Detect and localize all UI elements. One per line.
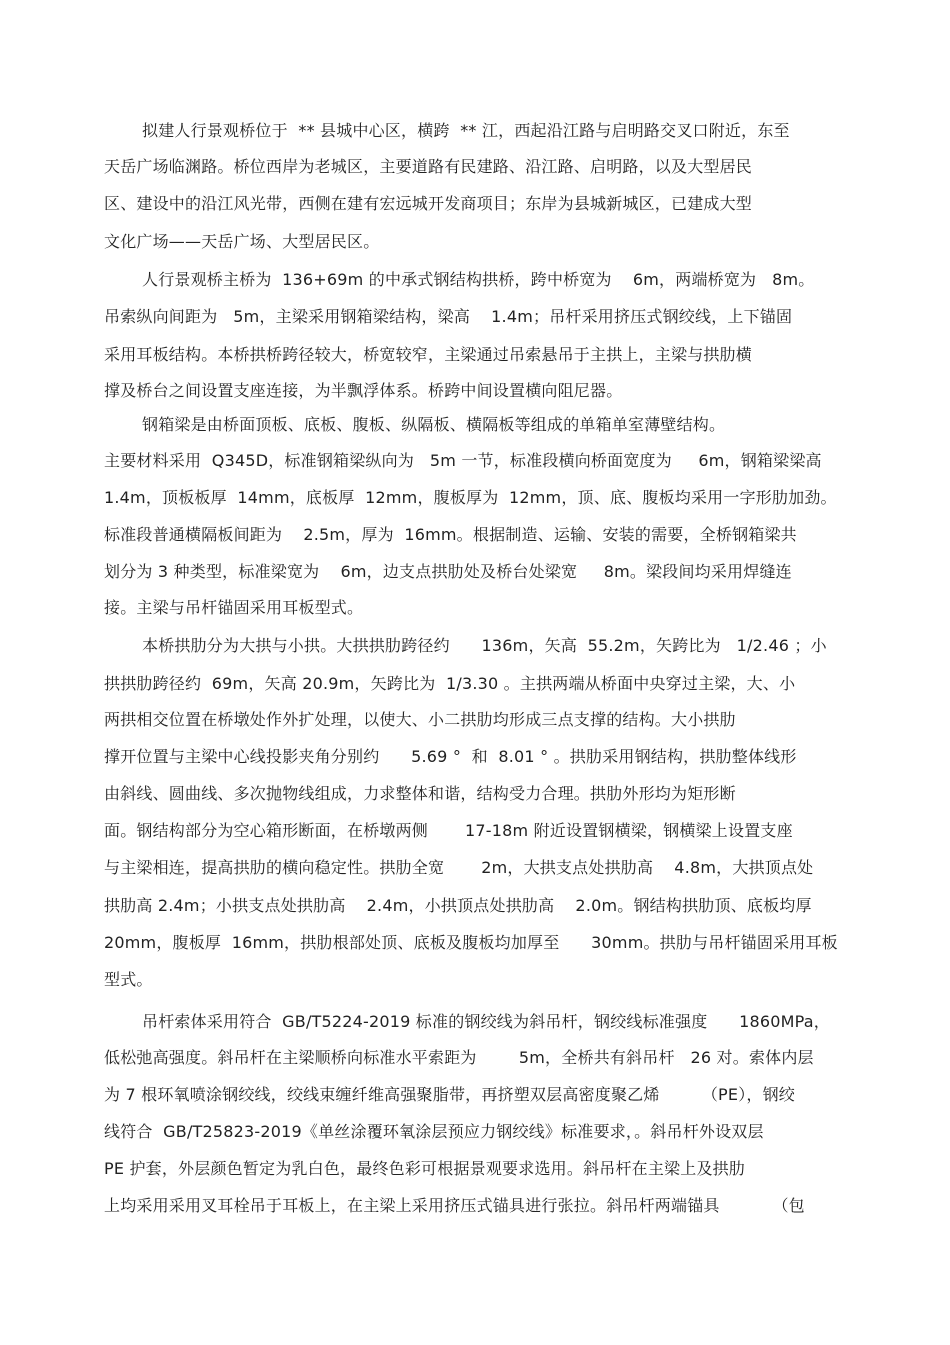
text-line: 拱拱肋跨径约 69m，矢高 20.9m，矢跨比为 1/3.30 。主拱两端从桥面中央穿过主梁，大、小 bbox=[104, 674, 796, 693]
text-line: 撑开位置与主梁中心线投影夹角分别约 5.69 ° 和 8.01 ° 。拱肋采用钢结构，拱肋整体线形 bbox=[104, 747, 797, 766]
text-line: 与主梁相连，提高拱肋的横向稳定性。拱肋全宽 2m，大拱支点处拱肋高 4.8m，大拱顶点处 bbox=[104, 858, 814, 877]
text-line: 接。主梁与吊杆锚固采用耳板型式。 bbox=[104, 598, 364, 617]
text-line: 区、建设中的沿江风光带，西侧在建有宏远城开发商项目；东岸为县城新城区，已建成大型 bbox=[104, 194, 753, 213]
text-line: 面。钢结构部分为空心箱形断面，在桥墩两侧 17-18m 附近设置钢横梁，钢横梁上设置支座 bbox=[104, 821, 793, 840]
text-line: 低松弛高强度。斜吊杆在主梁顺桥向标准水平索距为 5m，全桥共有斜吊杆 26 对。索体内层 bbox=[104, 1048, 814, 1067]
text-line: 上均采用采用叉耳栓吊于耳板上，在主梁上采用挤压式锚具进行张拉。斜吊杆两端锚具 （包 bbox=[104, 1196, 805, 1215]
text-line: 划分为 3 种类型，标准梁宽为 6m，边支点拱肋处及桥台处梁宽 8m。梁段间均采用焊缝连 bbox=[104, 562, 792, 581]
text-line: 拱肋高 2.4m；小拱支点处拱肋高 2.4m，小拱顶点处拱肋高 2.0m。钢结构拱肋顶、底板均厚 bbox=[104, 896, 812, 915]
text-line: 天岳广场临渊路。桥位西岸为老城区，主要道路有民建路、沿江路、启明路，以及大型居民 bbox=[104, 157, 753, 176]
text-line: 20mm，腹板厚 16mm，拱肋根部处顶、底板及腹板均加厚至 30mm。拱肋与吊杆锚固采用耳板 bbox=[104, 933, 838, 952]
text-line: 拟建人行景观桥位于 ** 县城中心区，横跨 ** 江，西起沿江路与启明路交叉口附近，东至 bbox=[142, 121, 790, 140]
text-line: 标准段普通横隔板间距为 2.5m，厚为 16mm。根据制造、运输、安装的需要，全桥钢箱梁共 bbox=[104, 525, 797, 544]
text-line: 文化广场——天岳广场、大型居民区。 bbox=[104, 232, 380, 251]
text-line: 采用耳板结构。本桥拱桥跨径较大，桥宽较窄，主梁通过吊索悬吊于主拱上，主梁与拱肋横 bbox=[104, 345, 753, 364]
text-line: 1.4m，顶板板厚 14mm，底板厚 12mm，腹板厚为 12mm，顶、底、腹板均采用一字形肋加劲。 bbox=[104, 488, 837, 507]
text-line: 钢箱梁是由桥面顶板、底板、腹板、纵隔板、横隔板等组成的单箱单室薄壁结构。 bbox=[142, 415, 726, 434]
text-line: 型式。 bbox=[104, 970, 153, 989]
text-line: 撑及桥台之间设置支座连接，为半飘浮体系。桥跨中间设置横向阻尼器。 bbox=[104, 381, 623, 400]
text-line: 人行景观桥主桥为 136+69m 的中承式钢结构拱桥，跨中桥宽为 6m，两端桥宽为 8m。 bbox=[142, 270, 815, 289]
text-line: 吊杆索体采用符合 GB/T5224-2019 标准的钢绞线为斜吊杆，钢绞线标准强度 1860MPa， bbox=[142, 1012, 830, 1031]
text-line: PE 护套，外层颜色暂定为乳白色，最终色彩可根据景观要求选用。斜吊杆在主梁上及拱肋 bbox=[104, 1159, 746, 1178]
text-line: 两拱相交位置在桥墩处作外扩处理，以使大、小二拱肋均形成三点支撑的结构。大小拱肋 bbox=[104, 710, 736, 729]
text-line: 吊索纵向间距为 5m，主梁采用钢箱梁结构，梁高 1.4m；吊杆采用挤压式钢绞线，上下锚固 bbox=[104, 307, 793, 326]
text-line: 本桥拱肋分为大拱与小拱。大拱拱肋跨径约 136m，矢高 55.2m，矢跨比为 1/2.46 ；小 bbox=[142, 636, 827, 655]
text-line: 线符合 GB/T25823-2019《单丝涂覆环氧涂层预应力钢绞线》标准要求，。斜吊杆外设双层 bbox=[104, 1122, 764, 1141]
text-line: 由斜线、圆曲线、多次抛物线组成，力求整体和谐，结构受力合理。拱肋外形均为矩形断 bbox=[104, 784, 736, 803]
text-line: 为 7 根环氧喷涂钢绞线，绞线束缠纤维高强聚脂带，再挤塑双层高密度聚乙烯 （PE），钢绞 bbox=[104, 1085, 795, 1104]
text-line: 主要材料采用 Q345D，标准钢箱梁纵向为 5m 一节，标准段横向桥面宽度为 6m，钢箱梁梁高 bbox=[104, 451, 822, 470]
